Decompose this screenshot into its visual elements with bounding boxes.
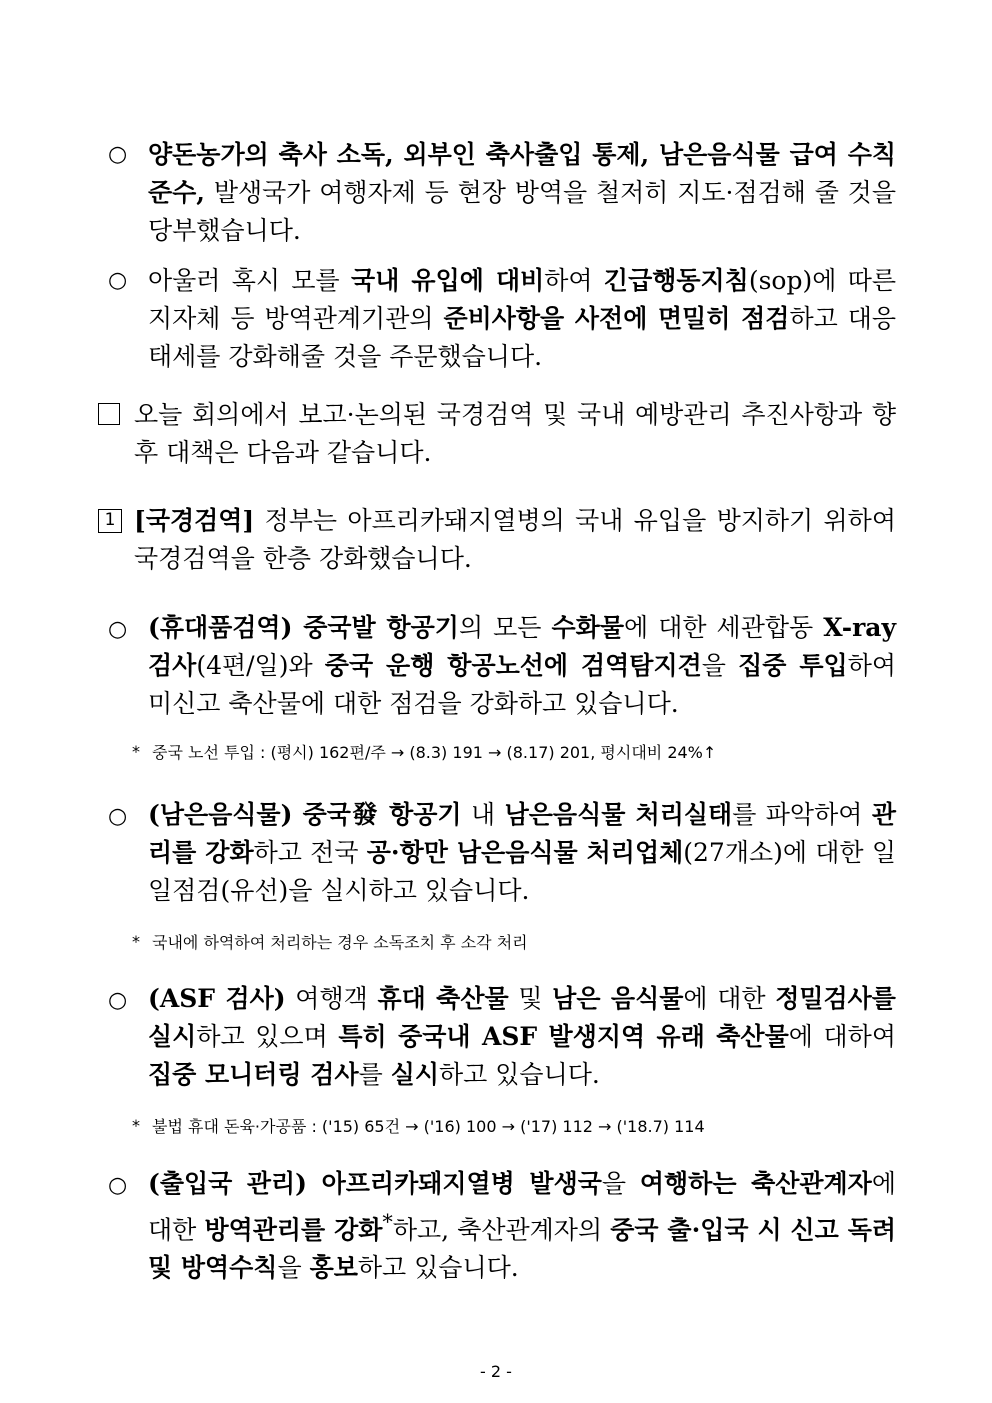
border-quarantine-heading (134, 502, 896, 578)
bold-text: (휴대품검역) 중국발 항공기 (148, 613, 459, 642)
bold-text: (ASF 검사) (148, 984, 286, 1013)
body-text: 하고 전국 (253, 838, 367, 867)
body-text: 에 대한 세관합동 (623, 613, 824, 642)
bold-text: 정밀검사를 실시 (148, 984, 896, 1051)
body-text: 하고 있습니다. (439, 1060, 600, 1089)
bold-text: 방역관리를 강화 (204, 1215, 383, 1245)
body-text: (27개소)에 대한 일일점검(유선)을 실시하고 있습니다. (148, 838, 896, 905)
footnote-incineration: 국내에 하역하여 처리하는 경우 소독조치 후 소각 처리 (152, 933, 528, 952)
body-text: 및 (508, 984, 553, 1013)
bold-text: 집중 모니터링 검사 (148, 1060, 359, 1089)
body-text: 하여 (544, 266, 604, 295)
bold-text: 홍보 (309, 1253, 358, 1283)
body-text: 하고 대응태세를 강화해줄 것을 주문했습니다. (148, 304, 896, 371)
circle-bullet-icon: ○ (108, 1173, 128, 1198)
body-text: 아울러 혹시 모를 (148, 266, 352, 295)
body-text: 정부는 아프리카돼지열병의 국내 유입을 방지하기 위하여 국경검역을 한층 강화했습니다. (134, 506, 896, 573)
section-label: [국경검역] (134, 506, 255, 535)
bold-text: 중국 출·입국 시 신고 독려 및 방역수칙 (148, 1215, 896, 1283)
circle-bullet-icon: ○ (108, 617, 128, 642)
bullet-paragraph-asf-inspection (148, 980, 896, 1094)
note-star-icon: * (132, 932, 140, 951)
bold-text: 국내 유입에 대비 (351, 266, 545, 295)
bold-text: 집중 투입 (738, 651, 848, 680)
bold-text: 특히 중국내 ASF 발생지역 유래 축산물 (338, 1022, 789, 1051)
body-text: 오늘 회의에서 보고·논의된 국경검역 및 국내 예방관리 추진사항과 향후 대책은 다음과 같습니다. (134, 400, 896, 467)
bold-text: 준비사항을 사전에 면밀히 점검 (443, 304, 790, 333)
bold-text: X-ray 검사 (148, 613, 896, 680)
bold-text: 수화물 (551, 613, 624, 642)
bold-text: 관리를 강화 (148, 800, 896, 867)
body-text: 하여 미신고 축산물에 대한 점검을 강화하고 있습니다. (148, 651, 896, 718)
bold-text: 공·항만 남은음식물 처리업체 (366, 838, 684, 867)
bold-text: 양돈농가의 축사 소독, 외부인 축사출입 통제, 남은음식물 급여 수칙 준수, (148, 140, 896, 207)
circle-bullet-icon: ○ (108, 142, 128, 167)
bold-text: 긴급행동지침 (603, 266, 749, 295)
square-bullet-icon (98, 403, 120, 425)
body-text: 하고, 축산관계자의 (392, 1215, 611, 1245)
body-text: 의 모든 (458, 613, 552, 642)
bold-text: 남은 음식물 (552, 984, 684, 1013)
note-star-icon: * (132, 1116, 140, 1135)
summary-paragraph (134, 396, 896, 472)
bold-text: 여행하는 축산관계자 (639, 1169, 872, 1198)
circle-bullet-icon: ○ (108, 988, 128, 1013)
bold-text: 실시 (390, 1060, 440, 1089)
footnote-china-routes: 중국 노선 투입 : (평시) 162편/주 → (8.3) 191 → (8.17) 201, 평시대비 24%↑ (152, 743, 717, 762)
bullet-paragraph-immigration (148, 1165, 896, 1287)
note-star-icon: * (132, 742, 140, 761)
body-text: 발생국가 여행자제 등 현장 방역을 철저히 지도·점검해 줄 것을 당부했습니다. (148, 178, 896, 245)
body-text: 를 파악하여 (732, 800, 872, 829)
number-box-icon: 1 (98, 509, 122, 533)
body-text: 를 (358, 1060, 391, 1089)
body-text: (4편/일)와 (196, 651, 325, 680)
circle-bullet-icon: ○ (108, 268, 128, 293)
body-text: 하고 있으며 (196, 1022, 339, 1051)
page-number: - 2 - (480, 1362, 512, 1381)
body-text: 에 대한 (683, 984, 776, 1013)
body-text: 여행객 (285, 984, 378, 1013)
bold-text: 휴대 축산물 (377, 984, 509, 1013)
bold-text: 남은음식물 처리실태 (504, 800, 733, 829)
body-text: 을 (701, 651, 739, 680)
body-text: 을 (601, 1169, 640, 1198)
bullet-paragraph-leftover-food (148, 796, 896, 910)
body-text: 에 대하여 (788, 1022, 896, 1051)
footnote-marker: * (382, 1210, 393, 1234)
body-text: 을 (277, 1253, 310, 1283)
body-text: (sop)에 따른 지자체 등 방역관계기관의 (148, 266, 896, 333)
bullet-paragraph-disinfection (148, 136, 896, 250)
circle-bullet-icon: ○ (108, 804, 128, 829)
bold-text: (출입국 관리) 아프리카돼지열병 발생국 (148, 1169, 602, 1198)
body-text: 내 (461, 800, 505, 829)
bold-text: (남은음식물) 중국發 항공기 (148, 800, 462, 829)
footnote-illegal-pork: 불법 휴대 돈육·가공품 : ('15) 65건 → ('16) 100 → ('17) 112 → ('18.7) 114 (152, 1117, 705, 1136)
bullet-paragraph-readiness (148, 262, 896, 376)
bold-text: 중국 운행 항공노선에 검역탐지견 (324, 651, 702, 680)
body-text: 에 대한 (148, 1169, 896, 1245)
body-text: 하고 있습니다. (357, 1253, 519, 1283)
bullet-paragraph-baggage-inspection (148, 609, 896, 723)
